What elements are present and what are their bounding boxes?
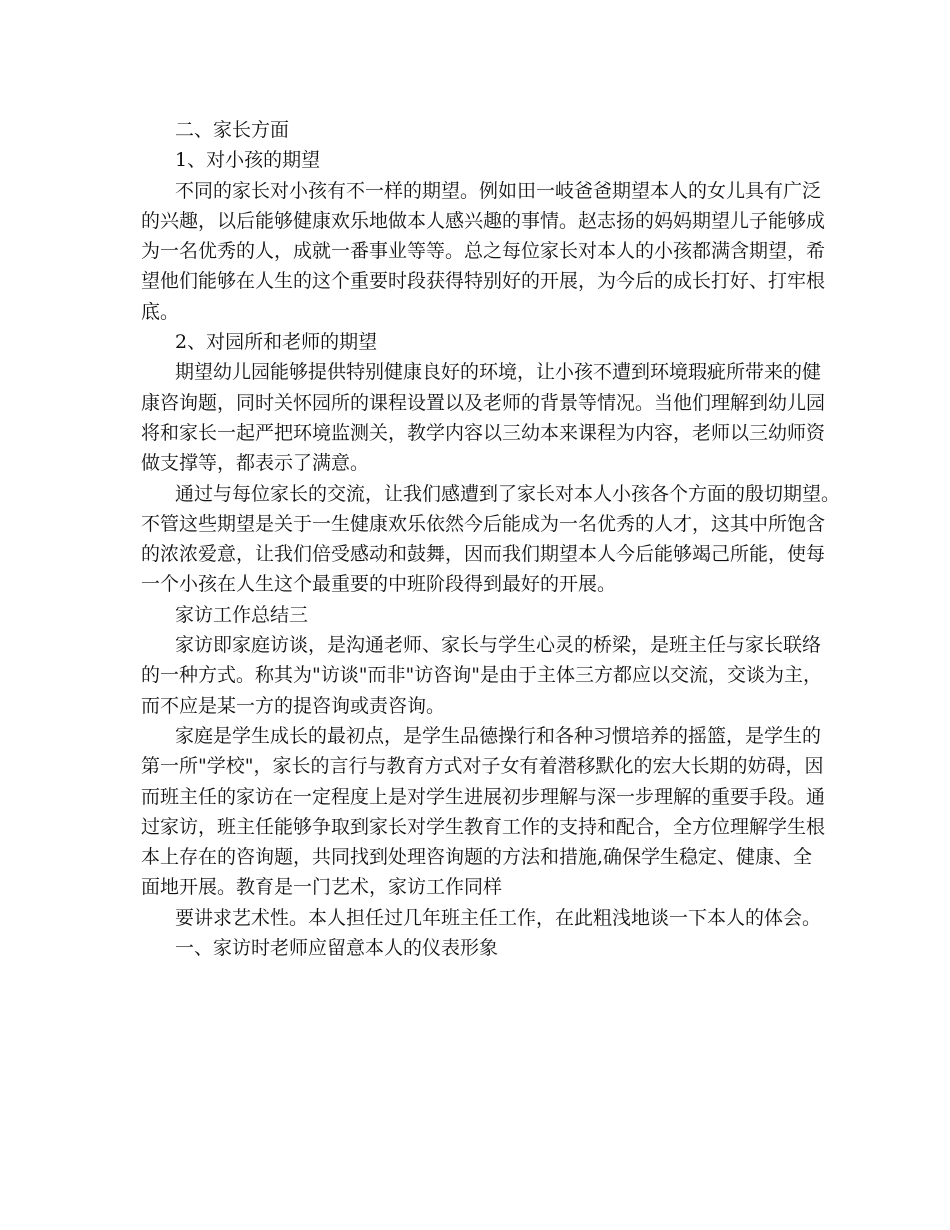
- text-line: 家访工作总结三: [175, 603, 309, 626]
- text-line: 望他们能够在人生的这个重要时段获得特别好的开展，为今后的成长打好、打牢根: [141, 270, 826, 293]
- text-line: 家访即家庭访谈，是沟通老师、家长与学生心灵的桥梁，是班主任与家长联络: [175, 634, 822, 657]
- text-line: 过家访，班主任能够争取到家长对学生教育工作的支持和配合，全方位理解学生根: [141, 815, 826, 838]
- text-line: 一个小孩在人生这个最重要的中班阶段得到最好的开展。: [141, 573, 617, 596]
- text-line: 为一名优秀的人，成就一番事业等等。总之每位家长对本人的小孩都满含期望，希: [141, 240, 826, 263]
- text-line: 的浓浓爱意，让我们倍受感动和鼓舞，因而我们期望本人今后能够竭己所能，使每: [141, 543, 826, 566]
- text-line: 二、家长方面: [175, 119, 290, 141]
- text-line: 本上存在的咨询题，共同找到处理咨询题的方法和措施,确保学生稳定、健康、全: [141, 846, 813, 869]
- text-line: 家庭是学生成长的最初点，是学生品德操行和各种习惯培养的摇篮，是学生的: [175, 724, 822, 747]
- text-line: 不管这些期望是关于一生健康欢乐依然今后能成为一名优秀的人才，这其中所饱含: [141, 512, 826, 535]
- text-line: 不同的家长对小孩有不一样的期望。例如田一岐爸爸期望本人的女儿具有广泛: [175, 179, 822, 202]
- text-line: 第一所"学校"，家长的言行与教育方式对子女有着潜移默化的宏大长期的妨碍，因: [141, 755, 824, 778]
- text-line: 康咨询题，同时关怀园所的课程设置以及老师的背景等情况。当他们理解到幼儿园: [141, 391, 826, 414]
- text-line: 一、家访时老师应留意本人的仪表形象: [175, 937, 499, 960]
- document-body: [141, 115, 841, 963]
- text-line: 的兴趣，以后能够健康欢乐地做本人感兴趣的事情。赵志扬的妈妈期望儿子能够成: [141, 209, 826, 232]
- text-line: 底。: [141, 300, 180, 323]
- text-line: 1、对小孩的期望: [175, 149, 321, 172]
- text-line: 将和家长一起严把环境监测关，教学内容以三幼本来课程为内容，老师以三幼师资: [141, 421, 826, 444]
- text-line: 的一种方式。称其为"访谈"而非"访咨询"是由于主体三方都应以交流，交谈为主，: [141, 664, 822, 687]
- text-line: 通过与每位家长的交流，让我们感遭到了家长对本人小孩各个方面的殷切期望。: [175, 482, 841, 505]
- text-line: 而班主任的家访在一定程度上是对学生进展初步理解与深一步理解的重要手段。通: [141, 785, 826, 808]
- text-line: 期望幼儿园能够提供特别健康良好的环境，让小孩不遭到环境瑕疵所带来的健: [175, 361, 822, 384]
- text-line: 而不应是某一方的提咨询或责咨询。: [141, 694, 446, 717]
- text-line: 做支撑等，都表示了满意。: [141, 452, 370, 475]
- text-line: 2、对园所和老师的期望: [175, 331, 378, 354]
- text-line: 要讲求艺术性。本人担任过几年班主任工作，在此粗浅地谈一下本人的体会。: [175, 906, 822, 929]
- text-line: 面地开展。教育是一门艺术，家访工作同样: [141, 876, 503, 899]
